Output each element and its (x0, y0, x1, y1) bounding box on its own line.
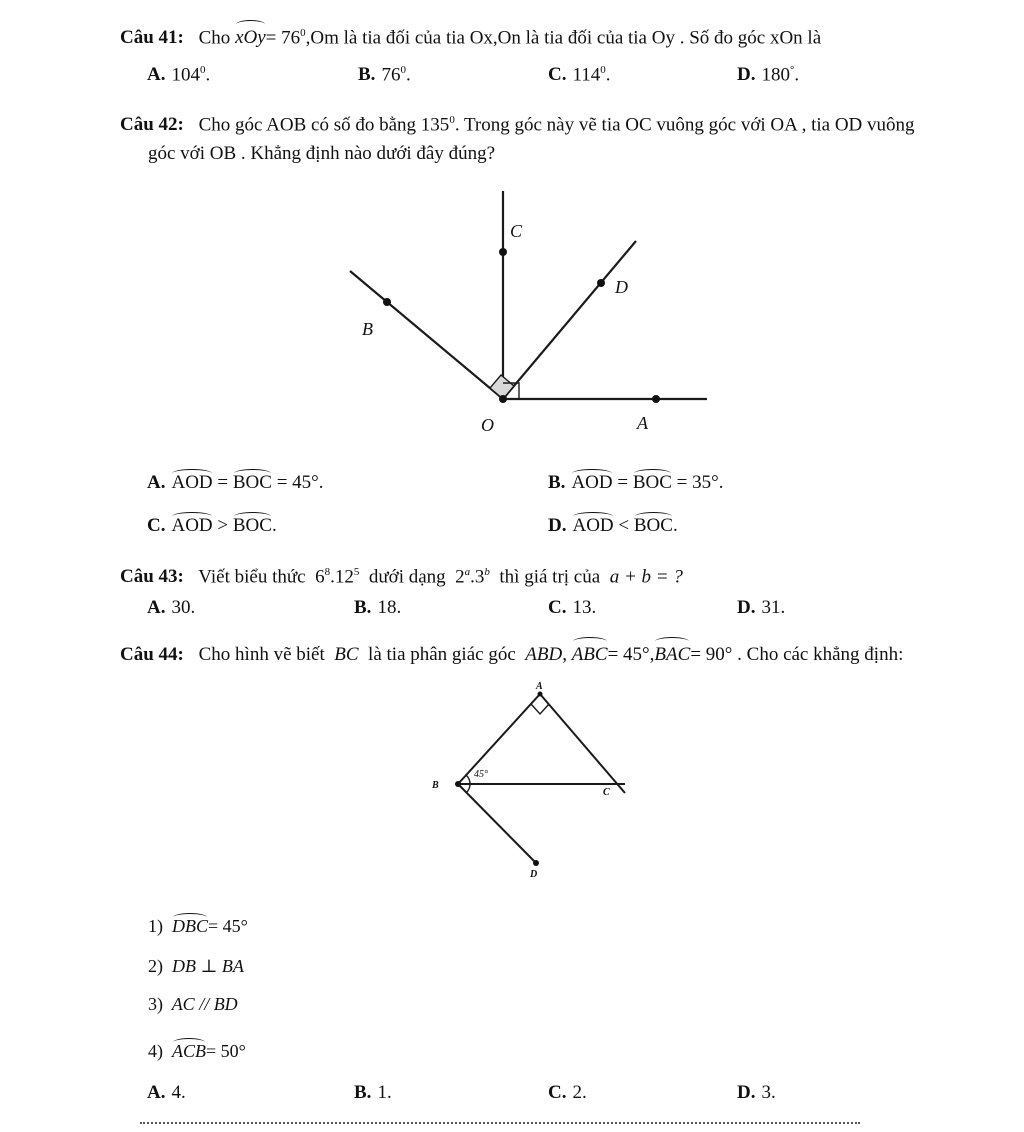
segment-ba (458, 694, 540, 784)
q43-option-c[interactable] (548, 597, 596, 619)
option-label: A. (147, 1082, 166, 1103)
statement-value: = 50° (206, 1041, 246, 1061)
statement-4 (148, 1041, 246, 1062)
option-end: . (605, 64, 611, 86)
option-label: D. (737, 1082, 756, 1103)
option-value: 76 (381, 64, 401, 86)
ray-od (503, 241, 636, 399)
statement-1 (148, 916, 248, 937)
statement-2 (148, 956, 244, 977)
option-label: B. (548, 472, 566, 493)
statement-text: AC // BD (171, 994, 238, 1014)
question-text-rest: . Trong góc này vẽ tia OC vuông góc với OA , tia OD vuông (454, 114, 915, 136)
option-label: C. (147, 515, 166, 536)
question-text-rest: ,Om là tia đối của tia Ox,On là tia đối của tia Oy . Số đo góc xOn là (305, 27, 822, 49)
point-b (383, 298, 391, 306)
question-44 (120, 640, 903, 670)
angle-abd: ABD, (525, 644, 567, 665)
point-o (499, 395, 507, 403)
question-number: Câu 41: (120, 27, 184, 49)
question-43 (120, 557, 683, 592)
question-text: Cho hình vẽ biết (198, 644, 325, 665)
option-tail: . (672, 515, 678, 536)
label-o: O (481, 415, 494, 435)
q41-option-c[interactable] (548, 64, 611, 86)
operator: = (217, 472, 229, 493)
angle-arc-abc (466, 775, 470, 784)
question-number: Câu 43: (120, 566, 184, 588)
point-a (652, 395, 660, 403)
option-value: 13. (572, 597, 597, 618)
angle-boc: BOC (232, 472, 272, 493)
question-text: Cho (198, 27, 231, 49)
statement-value: = 45° (208, 916, 248, 936)
statement-number: 4) (148, 1041, 163, 1061)
degree-mark: 0 (199, 64, 206, 76)
angle-bac-value: = 90° (690, 644, 733, 665)
angle-acb: ACB (172, 1041, 206, 1061)
angle-boc: BOC (232, 515, 272, 536)
exponent-5: 5 (353, 566, 360, 578)
angle-aod: AOD (171, 515, 213, 536)
option-label: B. (354, 1082, 372, 1103)
degree-mark: 0 (300, 27, 306, 39)
q44-option-a[interactable] (147, 1082, 186, 1104)
q43-option-a[interactable] (147, 597, 195, 619)
statement-number: 3) (148, 994, 163, 1014)
question-42-line2: góc với OB . Khẳng định nào dưới đây đúng? (148, 143, 496, 164)
q41-option-d[interactable] (737, 64, 799, 86)
base-2: 2 (455, 566, 465, 588)
option-value: 30. (171, 597, 196, 618)
q42-option-d[interactable] (548, 515, 678, 537)
option-label: C. (548, 1082, 567, 1103)
base-6: 6 (315, 566, 325, 588)
option-value: 31. (761, 597, 786, 618)
q44-option-c[interactable] (548, 1082, 587, 1104)
point-b (455, 781, 461, 787)
label-c: C (510, 221, 523, 241)
exponent-8: 8 (324, 566, 331, 578)
operator: < (618, 515, 630, 536)
option-label: A. (147, 597, 166, 618)
degree-mark: 0 (449, 114, 455, 126)
degree-mark: 0 (400, 64, 406, 76)
option-value: 1. (377, 1082, 392, 1103)
angle-bac: BAC (654, 640, 690, 670)
degree-mark: ° (789, 64, 795, 76)
angle-arc-dbc (466, 784, 470, 793)
option-label: A. (147, 472, 166, 493)
q41-option-a[interactable] (147, 64, 210, 86)
option-end: . (794, 64, 800, 86)
point-d (533, 860, 539, 866)
option-end: . (405, 64, 411, 86)
option-tail: = 45°. (276, 472, 324, 493)
operator: = (617, 472, 629, 493)
statement-number: 1) (148, 916, 163, 936)
exponent-b: b (484, 566, 490, 578)
degree-mark: 0 (600, 64, 606, 76)
angle-abc: ABC (572, 640, 608, 670)
question-41 (120, 18, 821, 53)
option-tail: . (271, 515, 277, 536)
option-value: 18. (377, 597, 402, 618)
q43-option-d[interactable] (737, 597, 785, 619)
question-text: . Cho các khẳng định: (737, 644, 904, 665)
ray-bd (458, 784, 536, 863)
right-angle-mark-a (531, 704, 549, 714)
question-text: thì giá trị của (499, 566, 601, 588)
ray-bc: BC (334, 644, 359, 665)
option-label: C. (548, 64, 567, 86)
angle-value: = 76 (265, 27, 301, 49)
angle-xoy: xOy (235, 23, 266, 53)
option-tail: = 35°. (676, 472, 724, 493)
statement-number: 2) (148, 956, 163, 976)
option-value: 104 (171, 64, 200, 86)
angle-boc: BOC (632, 472, 672, 493)
option-end: . (205, 64, 211, 86)
q42-option-c[interactable] (147, 515, 277, 537)
angle-aod: AOD (572, 515, 614, 536)
point-c (499, 248, 507, 256)
cut-off-next-question (140, 1122, 860, 1130)
exponent-a: a (464, 566, 471, 578)
option-value: 180 (761, 64, 790, 86)
option-label: D. (737, 597, 756, 618)
label-d: D (615, 277, 628, 297)
q44-option-b[interactable] (354, 1082, 392, 1104)
q41-option-b[interactable] (358, 64, 411, 86)
label-a: A (637, 413, 648, 433)
q43-option-b[interactable] (354, 597, 401, 619)
label-b: B (362, 319, 373, 339)
question-text: Viết biểu thức (198, 566, 306, 588)
option-label: B. (354, 597, 372, 618)
figure-q42 (330, 185, 730, 435)
angle-abc-value: = 45°, (607, 644, 655, 665)
base-12: .12 (330, 566, 354, 588)
angle-boc: BOC (633, 515, 673, 536)
expression: a + b = ? (609, 566, 683, 588)
label-c: C (603, 787, 610, 798)
option-label: D. (737, 64, 756, 86)
point-a (538, 692, 543, 697)
label-angle-45: 45° (474, 769, 488, 780)
question-number: Câu 44: (120, 644, 184, 665)
label-b: B (432, 780, 439, 791)
segment-ac (540, 694, 625, 793)
q42-option-b[interactable] (548, 472, 723, 494)
operator: > (217, 515, 229, 536)
option-value: 3. (761, 1082, 776, 1103)
label-a: A (536, 681, 543, 692)
question-text: Cho góc AOB có số đo bằng 135 (198, 114, 450, 136)
statement-3 (148, 994, 238, 1015)
q42-option-a[interactable] (147, 472, 324, 494)
q44-option-d[interactable] (737, 1082, 776, 1104)
option-value: 4. (171, 1082, 186, 1103)
option-label: A. (147, 64, 166, 86)
option-value: 2. (572, 1082, 587, 1103)
question-number: Câu 42: (120, 114, 184, 136)
angle-dbc: DBC (172, 916, 208, 936)
figure-q44 (420, 678, 640, 883)
option-label: B. (358, 64, 376, 86)
angle-aod: AOD (571, 472, 613, 493)
question-text: dưới dạng (368, 566, 446, 588)
option-value: 114 (572, 64, 601, 86)
point-d (597, 279, 605, 287)
question-42 (120, 105, 915, 140)
option-label: D. (548, 515, 567, 536)
angle-aod: AOD (171, 472, 213, 493)
option-label: C. (548, 597, 567, 618)
question-text: là tia phân giác góc (368, 644, 516, 665)
statement-text: DB ⊥ BA (172, 956, 244, 976)
base-3: .3 (470, 566, 485, 588)
label-d: D (530, 869, 538, 880)
